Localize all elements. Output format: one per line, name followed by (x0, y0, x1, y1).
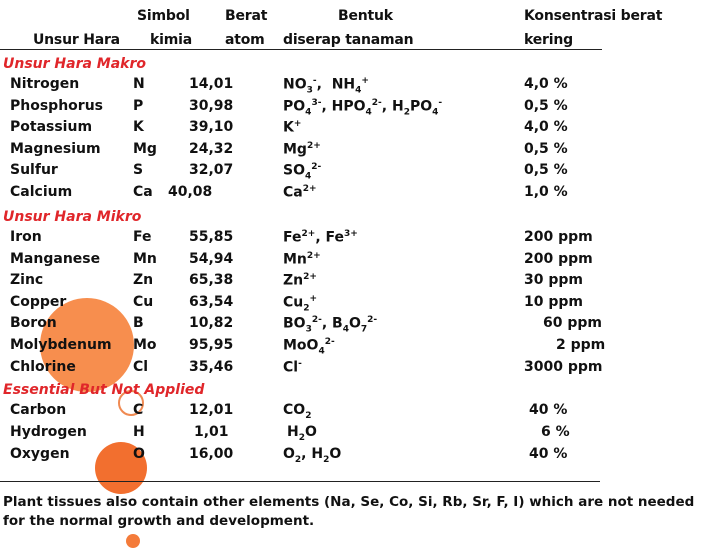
atomic-weight: 95,95 (189, 337, 234, 353)
element-symbol: Ca (133, 184, 153, 200)
absorbed-form: $SO_4^{2-}$ (283, 162, 322, 182)
dry-weight-concentration: 10 ppm (524, 293, 583, 310)
element-name: Magnesium (10, 140, 101, 157)
absorbed-form: $Mg^{2+}$ (283, 140, 321, 158)
absorbed-form: $NO_3^-$, $NH_4^+$ (283, 76, 369, 96)
element-symbol: Cu (133, 293, 154, 310)
dry-weight-concentration: 4,0 % (524, 119, 568, 136)
atomic-weight: 54,94 (189, 250, 234, 267)
header-diserap: diserap tanaman (283, 32, 414, 48)
absorbed-form: $H_2O$ (287, 424, 317, 443)
dry-weight-concentration: 0,5 % (524, 140, 568, 157)
header-bentuk: Bentuk (338, 8, 393, 24)
section-title: Essential But Not Applied (3, 382, 205, 398)
atomic-weight: 63,54 (189, 293, 234, 310)
element-name: Carbon (10, 402, 67, 418)
element-symbol: N (133, 76, 145, 92)
absorbed-form: $O_2$, $H_2O$ (283, 446, 342, 465)
section-title: Unsur Hara Makro (3, 56, 147, 72)
dry-weight-concentration: 40 % (529, 402, 568, 418)
dry-weight-concentration: 3000 ppm (524, 358, 603, 375)
absorbed-form: $BO_3^{2-}$, $B_4O_7^{2-}$ (283, 315, 378, 335)
element-name: Boron (10, 315, 57, 332)
element-name: Oxygen (10, 446, 70, 462)
absorbed-form: $Mn^{2+}$ (283, 250, 321, 268)
header-divider (0, 49, 602, 50)
atomic-weight: 1,01 (194, 424, 229, 440)
element-name: Zinc (10, 272, 44, 289)
absorbed-form: K+ (283, 119, 302, 136)
absorbed-form: $Zn^{2+}$ (283, 272, 317, 289)
dry-weight-concentration: 2 ppm (556, 337, 606, 353)
element-name: Chlorine (10, 358, 76, 375)
header-berat: Berat (225, 8, 268, 24)
atomic-weight: 32,07 (189, 162, 234, 179)
dry-weight-concentration: 60 ppm (543, 315, 602, 332)
absorbed-form: $Cu_2^+$ (283, 293, 318, 314)
dry-weight-concentration: 40 % (529, 446, 568, 462)
atomic-weight: 39,10 (189, 119, 234, 136)
element-symbol: Mo (133, 337, 157, 353)
dry-weight-concentration: 4,0 % (524, 76, 568, 92)
dry-weight-concentration: 6 % (541, 424, 570, 440)
section-title: Unsur Hara Mikro (3, 209, 142, 225)
element-name: Hydrogen (10, 424, 87, 440)
element-name: Molybdenum (10, 337, 112, 353)
absorbed-form: $CO_2$ (283, 402, 312, 421)
dry-weight-concentration: 200 ppm (524, 250, 593, 267)
footnote: Plant tissues also contain other elements (Na, Se, Co, Si, Rb, Sr, F, I) which are not needed for the normal growth and development. (3, 494, 695, 529)
element-name: Phosphorus (10, 97, 103, 114)
element-name: Iron (10, 229, 42, 245)
atomic-weight: 10,82 (189, 315, 234, 332)
header-simbol: Simbol (137, 8, 190, 24)
element-symbol: Mg (133, 140, 157, 157)
atomic-weight: 16,00 (189, 446, 234, 462)
element-symbol: O (133, 446, 145, 462)
element-symbol: Fe (133, 229, 152, 245)
dry-weight-concentration: 30 ppm (524, 272, 583, 289)
atomic-weight: 14,01 (189, 76, 234, 92)
element-symbol: S (133, 162, 144, 179)
element-symbol: Cl (133, 358, 149, 375)
element-symbol: B (133, 315, 144, 332)
header-unsur-hara: Unsur Hara (33, 32, 120, 48)
atomic-weight: 24,32 (189, 140, 234, 157)
element-name: Sulfur (10, 162, 58, 179)
header-kimia: kimia (150, 32, 192, 48)
atomic-weight: 65,38 (189, 272, 234, 289)
absorbed-form: $Fe^{2+}$, $Fe^{3+}$ (283, 229, 358, 246)
dry-weight-concentration: 0,5 % (524, 162, 568, 179)
element-name: Nitrogen (10, 76, 80, 92)
element-symbol: P (133, 97, 144, 114)
absorbed-form: $PO_4^{3-}$, $HPO_4^{2-}$, $H_2PO_4^-$ (283, 97, 443, 118)
dry-weight-concentration: 200 ppm (524, 229, 593, 245)
element-symbol: Mn (133, 250, 157, 267)
atomic-weight: 40,08 (168, 184, 213, 200)
element-name: Manganese (10, 250, 101, 267)
element-name: Copper (10, 293, 67, 310)
atomic-weight: 12,01 (189, 402, 234, 418)
atomic-weight: 35,46 (189, 358, 234, 375)
element-name: Potassium (10, 119, 93, 136)
absorbed-form: $Ca^{2+}$ (283, 184, 317, 201)
dry-weight-concentration: 0,5 % (524, 97, 568, 114)
header-konsentrasi: Konsentrasi berat (524, 8, 663, 24)
header-kering: kering (524, 32, 573, 48)
element-name: Calcium (10, 184, 73, 200)
atomic-weight: 30,98 (189, 97, 234, 114)
header-atom: atom (225, 32, 265, 48)
element-symbol: K (133, 119, 144, 136)
absorbed-form: MoO$_4^{2-}$ (283, 337, 335, 357)
element-symbol: C (133, 402, 144, 418)
absorbed-form: Cl- (283, 358, 302, 376)
element-symbol: H (133, 424, 145, 440)
element-symbol: Zn (133, 272, 154, 289)
footer-divider (0, 481, 600, 482)
dry-weight-concentration: 1,0 % (524, 184, 568, 200)
atomic-weight: 55,85 (189, 229, 234, 245)
